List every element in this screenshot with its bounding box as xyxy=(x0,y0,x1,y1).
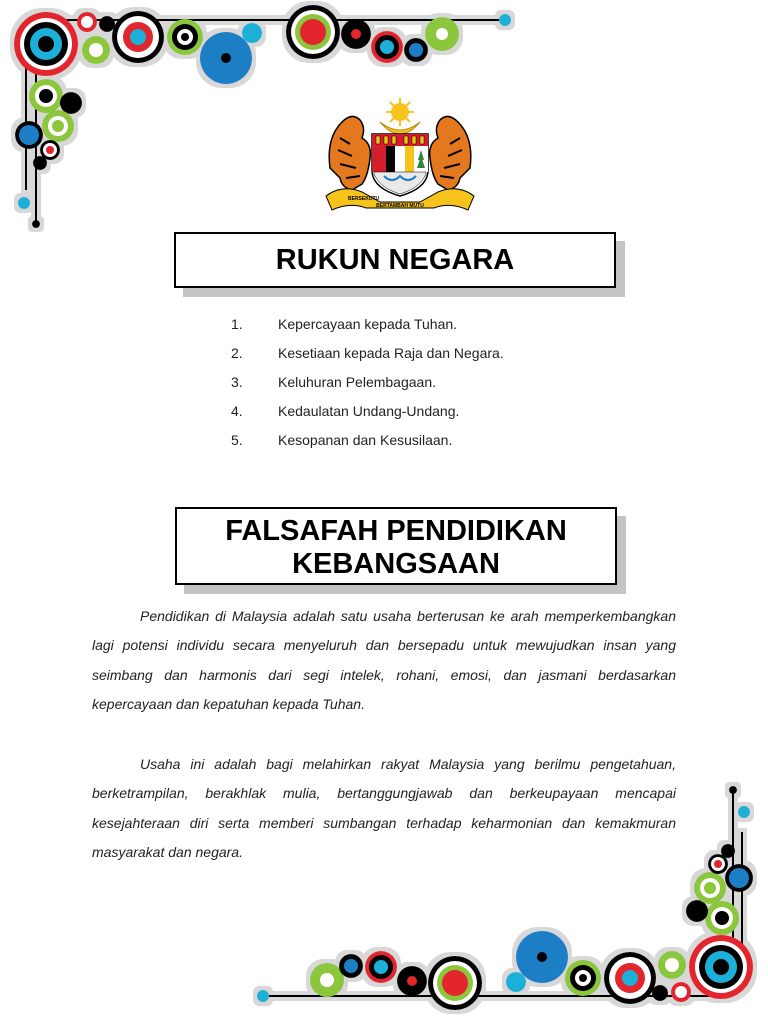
target-circle xyxy=(286,5,340,59)
falsafah-title-line2: KEBANGSAAN xyxy=(292,548,500,580)
falsafah-title xyxy=(175,507,617,585)
rukun-negara-title-text: RUKUN NEGARA xyxy=(275,244,515,276)
falsafah-paragraph-2: Usaha ini adalah bagi melahirkan rakyat Malaysia yang berilmu pengetahuan, berketrampilan, berakhlak mulia, bertanggungjawab dan berkeupayaan mencapai kesejahteraan diri serta memberi sumbangan terhadap keharmonian dan kemakmuran masyarakat dan negara. xyxy=(92,756,676,860)
list-number: 4. xyxy=(231,403,243,419)
falsafah-title-line1: FALSAFAH PENDIDIKAN xyxy=(225,515,567,547)
malaysia-coat-of-arms-icon xyxy=(322,98,478,216)
list-text: Kesetiaan kepada Raja dan Negara. xyxy=(278,345,504,361)
rukun-negara-list xyxy=(222,313,504,458)
list-text: Kedaulatan Undang-Undang. xyxy=(278,403,460,419)
motto-center: BERTAMBAH MUTU xyxy=(376,203,424,209)
list-number: 3. xyxy=(231,374,243,390)
tiger-left-icon xyxy=(329,116,370,190)
shield-icon xyxy=(372,134,428,196)
target-circle xyxy=(112,11,164,63)
target-circle xyxy=(604,952,656,1004)
target-circle xyxy=(689,935,753,999)
target-circle xyxy=(14,12,78,76)
falsafah-paragraph-1: Pendidikan di Malaysia adalah satu usaha berterusan ke arah memperkembangkan lagi potensi individu secara menyeluruh dan bersepadu untuk mewujudkan insan yang seimbang dan harmonis dari segi intelek, rohani, emosi, dan jasmani berdasarkan kepercayaan dan kepatuhan kepada Tuhan. xyxy=(92,608,676,712)
list-text: Keluhuran Pelembagaan. xyxy=(278,374,437,390)
target-circle xyxy=(428,956,482,1010)
list-item xyxy=(222,429,504,458)
list-number: 2. xyxy=(231,345,243,361)
list-text: Kesopanan dan Kesusilaan. xyxy=(278,432,453,448)
list-item xyxy=(222,313,504,342)
list-text: Kepercayaan kepada Tuhan. xyxy=(278,316,458,332)
motto-left: BERSEKUTU xyxy=(348,196,380,202)
tiger-right-icon xyxy=(430,116,471,190)
list-item xyxy=(222,371,504,400)
list-number: 1. xyxy=(231,316,243,332)
list-number: 5. xyxy=(231,432,243,448)
rukun-negara-title xyxy=(174,232,616,288)
star-icon xyxy=(386,98,414,126)
list-item xyxy=(222,400,504,429)
list-item xyxy=(222,342,504,371)
